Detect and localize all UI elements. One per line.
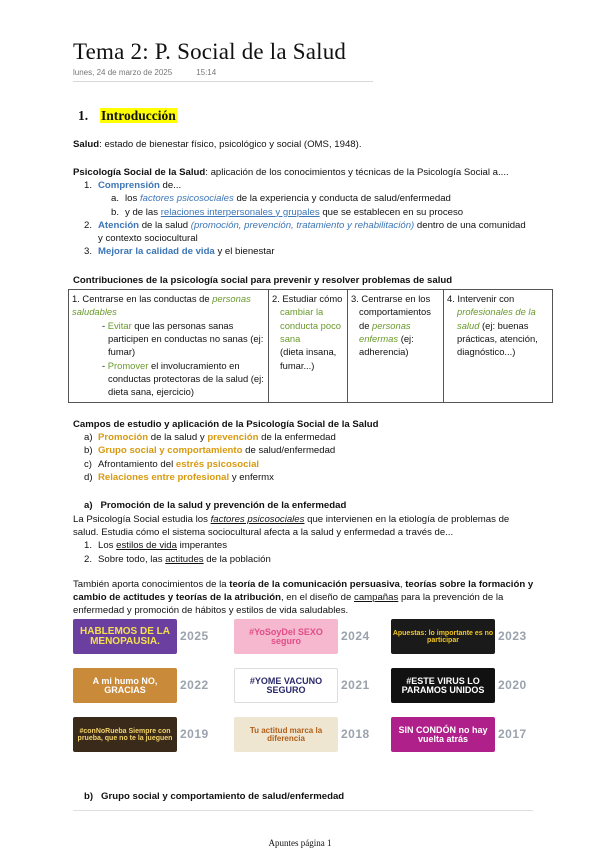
cell-emphasis: personas saludables bbox=[72, 293, 251, 318]
campaign-poster bbox=[234, 619, 376, 654]
table-cell bbox=[269, 290, 348, 403]
list-item bbox=[73, 553, 535, 566]
poster-image: #YoSoyDel SEXO seguro bbox=[234, 619, 338, 654]
cell-text: (ej: buenas prácticas, atención, diagnóstico...) bbox=[457, 319, 538, 358]
list-letter: c) bbox=[84, 458, 92, 470]
list-item bbox=[73, 179, 543, 192]
poster-year: 2017 bbox=[498, 727, 527, 741]
item-head: Mejorar la calidad de vida bbox=[98, 246, 215, 258]
cell-text: 2. Estudiar cómo bbox=[272, 293, 343, 304]
poster-year: 2025 bbox=[180, 629, 209, 643]
list-item bbox=[73, 458, 543, 471]
item-text: Los bbox=[98, 540, 117, 552]
psico-text: : aplicación de los conocimientos y técnicas de la Psicología Social a.... bbox=[205, 167, 509, 178]
list-number: 1. bbox=[84, 180, 93, 192]
cell-text: 4. Intervenir con bbox=[447, 293, 515, 304]
item-emphasis: actitudes bbox=[165, 553, 204, 565]
item-emphasis: relaciones interpersonales y grupales bbox=[160, 206, 320, 218]
poster-year: 2020 bbox=[498, 678, 527, 692]
divider bbox=[73, 810, 533, 811]
list-item: - Evitar que las personas sanas participen en conductas no sanas (ej: fumar) bbox=[102, 319, 264, 358]
item-text: de la experiencia y conducta de salud/enfermedad bbox=[233, 193, 451, 205]
poster-year: 2023 bbox=[498, 629, 527, 643]
item-text: de salud/enfermedad bbox=[242, 445, 336, 457]
list-number: 1. bbox=[84, 540, 93, 552]
salud-definition bbox=[73, 138, 543, 151]
body-emphasis: teorías sobre la formación y bbox=[405, 578, 534, 590]
item-text: Afrontamiento del bbox=[98, 458, 176, 470]
cell-text: 1. Centrarse en las conductas de bbox=[72, 293, 213, 304]
list-number: b. bbox=[111, 206, 120, 218]
salud-text: : estado de bienestar físico, psicológico y social (OMS, 1948). bbox=[99, 139, 362, 150]
item-text: de la enfermedad bbox=[258, 432, 336, 444]
item-text: de... bbox=[159, 180, 182, 192]
list-item bbox=[73, 539, 535, 552]
item-text: de la población bbox=[203, 553, 271, 565]
section-title: Introducción bbox=[101, 108, 176, 123]
item-head: prevención bbox=[207, 432, 259, 444]
item-head: Atención bbox=[98, 219, 140, 231]
list-number: a. bbox=[111, 193, 120, 205]
item-head: Relaciones entre profesional bbox=[98, 471, 230, 483]
list-item bbox=[73, 206, 543, 219]
cell-text: (dieta insana, fumar...) bbox=[280, 346, 337, 371]
poster-image: #YOME VACUNO SEGURO bbox=[234, 668, 338, 703]
campaign-poster bbox=[73, 668, 215, 703]
body-text: enfermedad y promoción de hábitos y estilos de vida saludables. bbox=[73, 605, 349, 617]
item-text: Sobre todo, las bbox=[98, 553, 166, 565]
body-text: salud. Estudia cómo el sistema sociocultural afecta a la salud y enfermedad a través de... bbox=[73, 527, 454, 539]
cell-text: 3. Centrarse en los comportamientos de bbox=[351, 293, 431, 331]
list-item: - Promover el involucramiento en conductas protectoras de la salud (ej: dieta sana, ejercicio) bbox=[102, 359, 264, 398]
item-emphasis: estilos de vida bbox=[116, 540, 177, 552]
body-text: También aporta conocimientos de la bbox=[73, 578, 230, 590]
poster-year: 2022 bbox=[180, 678, 209, 692]
body-paragraph bbox=[73, 578, 535, 618]
item-text: y de las bbox=[125, 206, 161, 218]
item-emphasis: (promoción, prevención, tratamiento y rehabilitación) bbox=[190, 219, 415, 231]
campaign-poster bbox=[391, 717, 533, 752]
list-item bbox=[73, 192, 543, 205]
campaign-poster bbox=[234, 717, 376, 752]
item-text: de la salud bbox=[139, 219, 191, 231]
poster-image: A mi humo NO, GRACIAS bbox=[73, 668, 177, 703]
meta-divider bbox=[73, 81, 373, 82]
campaign-posters-grid bbox=[73, 619, 529, 752]
cell-emphasis: Promover bbox=[107, 359, 149, 371]
campaign-poster bbox=[234, 668, 376, 703]
campaign-poster bbox=[73, 619, 215, 654]
page-footer: Apuntes página 1 bbox=[268, 838, 332, 848]
contributions-table bbox=[68, 289, 553, 403]
list-letter: b) bbox=[84, 445, 93, 457]
cell-text: (ej: adherencia) bbox=[359, 333, 414, 358]
poster-year: 2024 bbox=[341, 629, 370, 643]
section-number: 1. bbox=[78, 108, 89, 123]
item-text: de la salud y bbox=[148, 432, 208, 444]
body-emphasis: factores psicosociales bbox=[210, 514, 305, 525]
body-text: , bbox=[399, 578, 406, 590]
poster-image: Apuestas: lo importante es no participar bbox=[391, 619, 495, 654]
table-cell bbox=[348, 290, 444, 403]
item-text: que se establecen en su proceso bbox=[319, 206, 464, 218]
poster-image: #conNoRueba Siempre con prueba, que no te la jueguen bbox=[73, 717, 177, 752]
body-text: que intervienen en la etiología de problemas de bbox=[304, 514, 510, 525]
cell-text: que las personas sanas participen en conductas no sanas (ej: fumar) bbox=[108, 319, 264, 358]
cell-emphasis: Evitar bbox=[107, 319, 132, 331]
cell-emphasis: personas enfermas bbox=[359, 319, 411, 345]
page-date: lunes, 24 de marzo de 2025 bbox=[73, 68, 173, 77]
body-emphasis: campañas bbox=[354, 592, 399, 604]
cell-emphasis: profesionales de la salud bbox=[457, 306, 536, 331]
list-number: 3. bbox=[84, 246, 93, 258]
table-row bbox=[69, 290, 553, 403]
body-emphasis: cambio de actitudes y teorías de la atribución bbox=[73, 592, 281, 604]
poster-image: HABLEMOS DE LA MENOPAUSIA. bbox=[73, 619, 177, 654]
campaign-poster bbox=[73, 717, 215, 752]
psicologia-definition bbox=[73, 166, 543, 259]
item-emphasis: factores psicosociales bbox=[139, 193, 234, 205]
body-emphasis: teoría de la comunicación persuasiva bbox=[229, 578, 400, 590]
poster-image: SIN CONDÓN no hay vuelta atrás bbox=[391, 717, 495, 752]
item-head: Grupo social y comportamiento bbox=[98, 445, 243, 457]
salud-term: Salud bbox=[73, 139, 100, 150]
item-head: Promoción bbox=[98, 432, 149, 444]
contrib-heading: Contribuciones de la psicología social para prevenir y resolver problemas de salud bbox=[73, 275, 453, 286]
item-head: estrés psicosocial bbox=[175, 458, 260, 470]
section-heading-introduccion bbox=[78, 107, 177, 126]
body-text: para la prevención de la bbox=[398, 592, 504, 604]
list-item bbox=[73, 444, 543, 457]
list-item bbox=[73, 471, 543, 484]
item-text: y el bienestar bbox=[214, 246, 275, 258]
table-cell bbox=[69, 290, 269, 403]
campos-section bbox=[73, 418, 543, 484]
poster-image: #ESTE VIRUS LO PARAMOS UNIDOS bbox=[391, 668, 495, 703]
poster-image: Tu actitud marca la diferencia bbox=[234, 717, 338, 752]
page-meta bbox=[73, 67, 216, 78]
page-title: Tema 2: P. Social de la Salud bbox=[73, 39, 347, 64]
psico-term: Psicología Social de la Salud bbox=[73, 167, 206, 178]
item-text: imperantes bbox=[176, 540, 228, 552]
list-letter: d) bbox=[84, 471, 93, 483]
subsection-a-body bbox=[73, 513, 535, 618]
item-text: y enfermx bbox=[229, 471, 274, 483]
list-item bbox=[73, 431, 543, 444]
campaign-poster bbox=[391, 619, 533, 654]
body-text: La Psicología Social estudia los bbox=[73, 514, 211, 525]
poster-year: 2021 bbox=[341, 678, 370, 692]
cell-emphasis: cambiar la conducta poco sana bbox=[280, 306, 341, 345]
subsection-heading-a: a) Promoción de la salud y prevención de la enfermedad bbox=[84, 500, 347, 511]
campos-heading: Campos de estudio y aplicación de la Psicología Social de la Salud bbox=[73, 419, 379, 430]
item-text: y contexto sociocultural bbox=[98, 233, 198, 245]
cell-text: el involucramiento en conductas protectoras de la salud (ej: dieta sana, ejercicio) bbox=[108, 359, 264, 398]
campaign-poster bbox=[391, 668, 533, 703]
body-text: , en el diseño de bbox=[280, 592, 355, 604]
list-item bbox=[73, 219, 543, 245]
poster-year: 2018 bbox=[341, 727, 370, 741]
list-number: 2. bbox=[84, 219, 93, 231]
item-text: los bbox=[125, 193, 140, 205]
page-time: 15:14 bbox=[196, 68, 217, 77]
list-item bbox=[73, 245, 543, 258]
item-head: Comprensión bbox=[98, 180, 160, 192]
item-text: dentro de una comunidad bbox=[414, 219, 526, 231]
subsection-heading-b: b) Grupo social y comportamiento de salud/enfermedad bbox=[84, 791, 345, 802]
list-letter: a) bbox=[84, 432, 93, 444]
table-cell bbox=[444, 290, 553, 403]
list-number: 2. bbox=[84, 553, 93, 565]
poster-year: 2019 bbox=[180, 727, 209, 741]
